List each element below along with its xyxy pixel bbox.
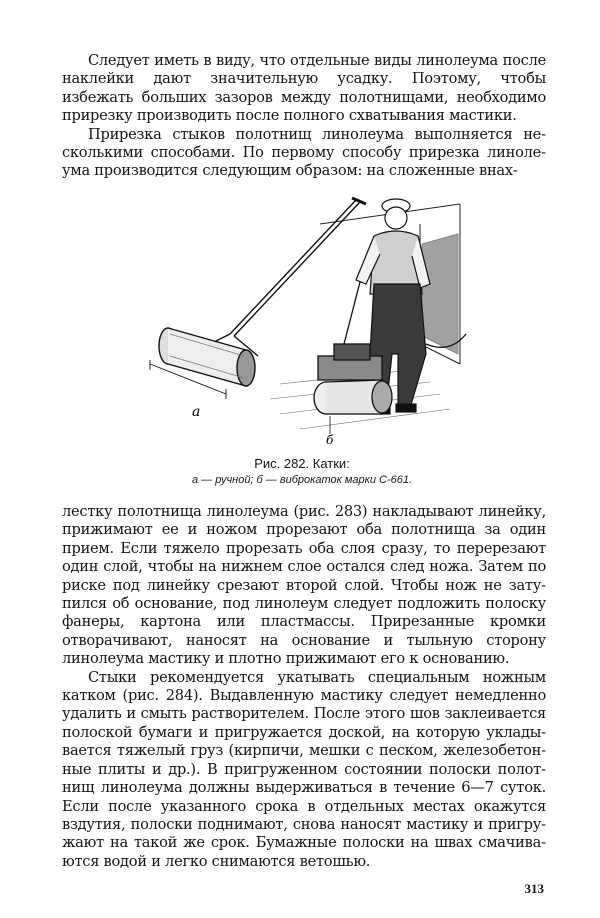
figure-caption-title: Рис. 282. Катки: (254, 456, 350, 471)
rollers-illustration (130, 184, 470, 446)
text-block-bottom (62, 503, 546, 871)
page-number: 313 (524, 881, 544, 896)
text-block-top (62, 52, 546, 181)
figure-caption-subtitle: а — ручной; б — виброкаток марки С-661. (191, 474, 413, 486)
label-b: б (326, 433, 334, 446)
label-a: а (192, 404, 201, 420)
paragraph-1: Следует иметь в виду, что отдельные виды линолеума после наклейки дают значительную усадку. Поэтому, чтобы избежать больших зазоров между полотнищами, необходимо прирезку производить после полного схватывания мастики. (62, 52, 546, 125)
paragraph-2: Прирезка стыков полотнищ линолеума выполняется несколькими способами. По первому способу прирезка линолеума производится следующим образом: на сложенные внах- (62, 125, 546, 180)
paragraph-3: лестку полотнища линолеума (рис. 283) накладывают линейку, прижимают ее и ножом прорезают оба полотнища за один прием. Если тяжело прорезать оба слоя сразу, то перерезают один слой, чтобы на нижнем слое остался след ножа. Затем по риске под линейку срезают второй слой. Чтобы нож не затупился об основание, под линолеум следует подложить полоску фанеры, картона или пластмассы. Прирезанные кромки отворачивают, наносят на основание и тыльную сторону линолеума мастику и плотно прижимают его к основанию. (62, 503, 546, 668)
paragraph-4: Стыки рекомендуется укатывать специальным ножным катком (рис. 284). Выдавленную мастику следует немедленно удалить и смыть растворителем. После этого шов заклеивается полоской бумаги и пригружается доской, на которую укладывается тяжелый груз (кирпичи, мешки с песком, железобетонные плиты и др.). В пригруженном состоянии полоски полотнищ линолеума должны выдерживаться в течение 6—7 суток. Если после указанного срока в отдельных местах окажутся вздутия, полоски поднимают, снова наносят мастику и пригружают на такой же срок. Бумажные полоски на швах смачиваются водой и легко снимаются ветошью. (62, 668, 546, 870)
figure-rollers (130, 184, 470, 446)
